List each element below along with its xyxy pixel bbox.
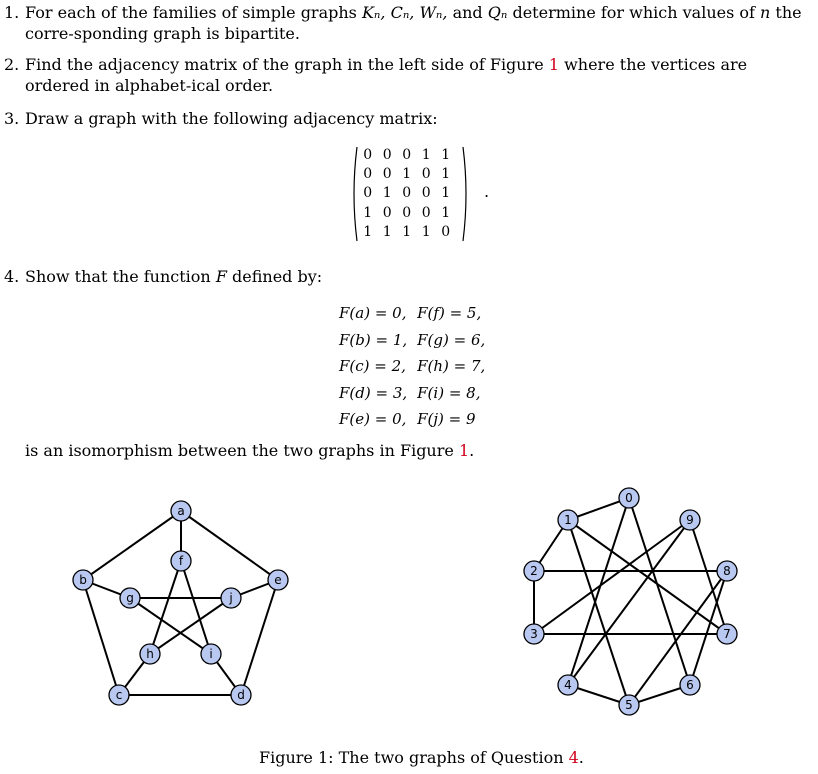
matrix-cell: 1 <box>441 147 451 163</box>
left-edge-f-i <box>181 561 211 654</box>
vertex-label: 5 <box>625 698 633 712</box>
matrix-row <box>358 165 456 184</box>
question-3 <box>4 108 810 129</box>
matrix-cell: 1 <box>402 223 412 240</box>
right-vertex-6 <box>680 675 700 695</box>
function-definition <box>339 300 485 433</box>
question-number: 2. <box>4 55 20 74</box>
matrix-row <box>358 223 456 242</box>
right-edge-1-5 <box>568 520 629 705</box>
function-value: F(d) = 3, <box>339 383 408 402</box>
matrix-cell: 0 <box>402 185 412 202</box>
left-edge-a-b <box>83 511 181 580</box>
function-row <box>339 327 485 354</box>
matrix-cell: 1 <box>421 223 431 240</box>
right-paren <box>462 146 470 242</box>
conclusion-text: is an isomorphism between the two graphs in Figure 1. <box>25 441 475 460</box>
left-vertex-h <box>140 644 160 664</box>
right-vertex-0 <box>619 488 639 508</box>
function-row <box>339 300 485 327</box>
question-text: For each of the families of simple graphs Kₙ, Cₙ, Wₙ, and Qₙ determine for which values of n the corre-sponding graph is bipartite. <box>25 3 802 43</box>
matrix-cell: 0 <box>382 166 392 183</box>
vertex-label: 4 <box>564 678 572 692</box>
matrix-cell: 1 <box>441 204 451 221</box>
left-vertex-j <box>221 588 241 608</box>
right-vertex-1 <box>558 510 578 530</box>
right-vertex-8 <box>717 561 737 581</box>
matrix-row <box>358 204 456 223</box>
left-paren <box>350 146 358 242</box>
left-edge-f-h <box>150 561 181 654</box>
vertex-label: j <box>229 591 233 605</box>
figure-graphs <box>0 470 818 740</box>
matrix-cell: 0 <box>402 204 412 221</box>
vertex-label: i <box>209 647 213 661</box>
matrix-cell: 1 <box>363 223 373 240</box>
vertex-label: 1 <box>564 513 572 527</box>
left-vertex-b <box>73 570 93 590</box>
matrix-cell: 0 <box>421 185 431 202</box>
function-value: F(i) = 8, <box>417 383 481 402</box>
vertex-label: a <box>177 504 185 518</box>
matrix-cell: 0 <box>382 204 392 221</box>
matrix-cell: 0 <box>363 166 373 183</box>
left-edge-b-c <box>83 580 119 695</box>
matrix-cell: 1 <box>402 166 412 183</box>
left-vertex-a <box>171 501 191 521</box>
vertex-label: b <box>79 573 87 587</box>
question-ref-link[interactable]: 4 <box>568 748 579 767</box>
left-vertex-i <box>201 644 221 664</box>
figure-ref-link[interactable]: 1 <box>548 55 559 74</box>
vertex-label: 9 <box>686 513 694 527</box>
vertex-label: g <box>126 591 134 605</box>
vertex-label: c <box>115 688 123 702</box>
question-number: 3. <box>4 109 20 128</box>
vertex-label: 3 <box>530 627 538 641</box>
figure-caption: Figure 1: The two graphs of Question 4. <box>259 748 584 767</box>
question-1 <box>4 2 810 44</box>
question-number: 1. <box>4 3 20 22</box>
matrix-cell: 1 <box>382 185 392 202</box>
function-row <box>339 406 485 433</box>
function-value: F(g) = 6, <box>417 330 486 349</box>
right-vertex-4 <box>558 675 578 695</box>
matrix-cell: 0 <box>441 223 451 240</box>
left-edge-d-e <box>241 580 278 695</box>
question-text: Find the adjacency matrix of the graph in the left side of Figure 1 where the vertices are ordered in alphabet-ical order. <box>25 55 748 95</box>
vertex-label: 2 <box>530 564 538 578</box>
function-value: F(e) = 0, <box>339 410 407 428</box>
matrix-period: . <box>484 182 490 201</box>
matrix-cell: 0 <box>402 147 412 163</box>
vertex-label: f <box>178 554 184 568</box>
matrix-cell: 0 <box>363 185 373 202</box>
adjacency-matrix <box>350 146 490 242</box>
matrix-cell: 0 <box>382 147 392 163</box>
right-vertex-5 <box>619 695 639 715</box>
function-value: F(f) = 5, <box>417 304 482 322</box>
left-edge-a-e <box>178 511 278 580</box>
figure-ref-link[interactable]: 1 <box>458 441 470 460</box>
question-number: 4. <box>4 267 20 286</box>
right-vertex-2 <box>524 561 544 581</box>
conclusion <box>4 440 810 461</box>
left-vertex-g <box>120 588 140 608</box>
matrix-cell: 1 <box>363 204 373 221</box>
left-vertex-d <box>231 685 251 705</box>
left-vertex-e <box>268 570 288 590</box>
question-2 <box>4 54 810 96</box>
function-value: F(h) = 7, <box>417 357 486 375</box>
vertex-label: d <box>237 688 245 702</box>
matrix-cell: 1 <box>421 147 431 163</box>
function-row <box>339 380 485 407</box>
matrix-cell: 0 <box>363 147 373 163</box>
vertex-label: e <box>274 573 282 587</box>
right-vertex-9 <box>680 510 700 530</box>
left-edge-h-j <box>150 598 231 654</box>
matrix-cell: 1 <box>441 166 451 183</box>
function-value: F(a) = 0, <box>339 304 407 322</box>
question-4 <box>4 266 810 287</box>
matrix-row <box>358 184 456 203</box>
matrix-cell: 0 <box>421 166 431 183</box>
vertex-label: 6 <box>686 678 694 692</box>
matrix-cell: 1 <box>441 185 451 202</box>
vertex-label: 7 <box>723 627 731 641</box>
vertex-label: 0 <box>625 491 633 505</box>
vertex-label: 8 <box>723 564 731 578</box>
left-vertex-f <box>171 551 191 571</box>
vertex-label: h <box>146 647 154 661</box>
matrix-cell: 0 <box>421 204 431 221</box>
function-value: F(j) = 9 <box>417 410 476 428</box>
left-edge-g-i <box>130 598 211 654</box>
function-value: F(c) = 2, <box>339 357 406 375</box>
matrix-row <box>358 146 456 165</box>
function-row <box>339 353 485 380</box>
question-text: Draw a graph with the following adjacency matrix: <box>25 109 438 128</box>
matrix-table <box>358 146 456 242</box>
left-graph-edges <box>83 511 278 695</box>
right-vertex-7 <box>717 624 737 644</box>
question-text: Show that the function F defined by: <box>25 267 323 286</box>
matrix-cell: 1 <box>382 223 392 240</box>
right-edge-4-9 <box>568 520 690 685</box>
left-vertex-c <box>109 685 129 705</box>
right-vertex-3 <box>524 624 544 644</box>
function-value: F(b) = 1, <box>339 330 408 349</box>
